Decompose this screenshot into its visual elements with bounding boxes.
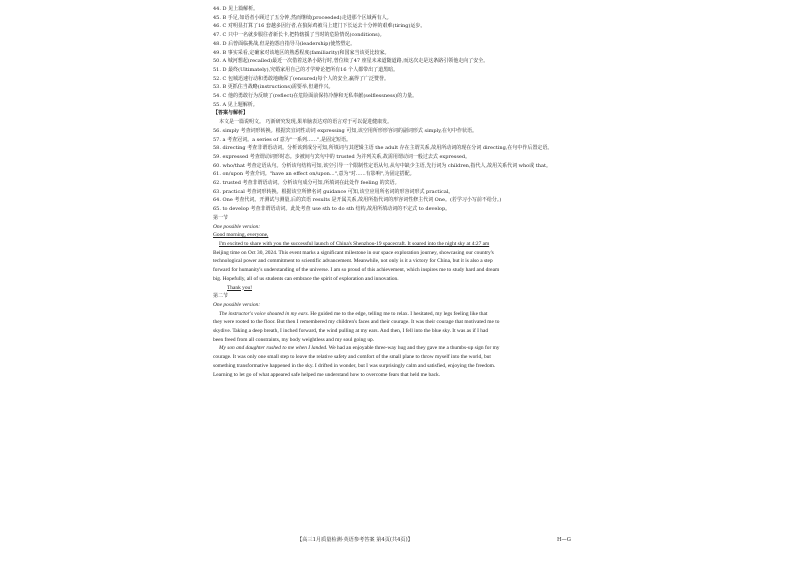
part1-greeting: Good morning, everyone, [213, 232, 269, 239]
answer-item: 52. C 包城迅速行动和勇敢地确保了(ensured)每个人的安全,赢得了广泛赞誉。 [213, 75, 389, 82]
essay-text: We had an enjoyable three-way hug and they gave me a thumbs-up sign for my [327, 345, 500, 352]
answer-item: 48. D 后曾面临挑战,但是抱怨自指导马(leadership)使然塑定。 [213, 40, 356, 47]
answer-item: 64. One 考查代词。开测试与测量,后的宾语 results 是开属关系,故用所指代词的形容词性修主代词 One。(若学习小写前不给分。) [213, 197, 502, 204]
essay-line: courage. It was only one small step to leave the relative safety and comfort of the small plane to throw myself into the world, but [213, 354, 491, 361]
part1-heading: 第一节 [213, 214, 229, 221]
essay-line: they were rooted to the floor. But then I remembered my children's faces and their courage. It was their courage that motivated me to [213, 319, 500, 326]
answers-top-list [213, 5, 589, 109]
answer-item: 55. A 见上题解析。 [213, 101, 258, 108]
answer-item: 46. C 对明显打算了16 套越多因行者,在狼际鸡被马上建门下长运去十分钟的艰难(tiring)运步。 [213, 23, 426, 30]
answer-item: 60. who/that 考查定语从句。分析该句结构可知,该空引导一个限制性定语从句,从句中缺少主语,先行词为 children,指代人,故用关系代词 who或 that。 [213, 162, 551, 169]
answer-item: 49. B 事实采看,定确家对该地区的熟悉程度(familiarity)和国家当该更比较家。 [213, 49, 390, 56]
part1-version-label: One possible version: [213, 223, 261, 230]
answer-item: 57. a 考查冠词。a series of 意为"一系列……",是固定短语。 [213, 136, 351, 143]
essay-line: I'm excited to share with you the successful launch of China's Shenzhou-19 spacecraft. It soared into the night sky at 4:27 am [219, 240, 490, 247]
page-content [213, 5, 589, 379]
part2-version-label: One possible version: [213, 301, 261, 308]
paragraph-lead: The instructor's voice shouted in my ears. [219, 310, 309, 317]
essay-line: something transformative happened in the sky. I drifted in wonder, but I was surprisingly calm and satisfied, enjoying the freedom. [213, 362, 496, 369]
answer-item: 54. C 他的勇敢行为反映了(reflect)在危险面前保持冷静和无私奉献(selflessness)的力量。 [213, 93, 418, 100]
essay-line: technological power and commitment to scientific advancement. Meanwhile, not only is it a victory for China, but it is also a step [213, 258, 493, 265]
paragraph-lead: My son and daughter rushed to me when I landed. [219, 345, 328, 352]
answer-item: 47. C 只中一名就步服往者新长卡,把特辖援了当时的危险情况(conditions)。 [213, 32, 385, 39]
answer-item: 50. A 城河想起(recalled)最近一次借着这条小路行时,曾位续了47 座星未来道随道路,而这次走是这条路引领他走向了安全。 [213, 58, 489, 65]
part1-closing: Thank you! [227, 284, 253, 291]
answer-item: 65. to develop 考查非谓语动词。此处考查 use sth to do sth 结构,故用所填动词的不定式 to develop。 [213, 206, 451, 213]
answer-item: 59. expressed 考查谓动词形时态。步被间与宾句中的 trusted 为并列关系,故需用谓动词一般过去式 expressed。 [213, 153, 471, 160]
part2-essay [213, 310, 589, 380]
essay-line: skydive. Taking a deep breath, I inched forward, the wind pulling at my ears. And then, I fell into the blue sky. It was as if I had [213, 328, 489, 335]
essay-line: been freed from all constraints, my body weightless and my soul going up. [213, 336, 375, 343]
answers-mid-list [213, 127, 589, 214]
answer-item: 61. on/upon 考查介词。"have an effect on/upon...",意为"对……有影响",为固定搭配。 [213, 171, 415, 178]
answer-item: 58. directing 考查非谓语动词。分析该到成分可知,所填词与其逻辑主语 the adult 存在主谓关系,故用所动词的现在分词 directing,在句中作后置定语。 [213, 145, 553, 152]
essay-line: forward for humanity's understanding of the universe. I am so proud of this achievement, which inspires me to study hard and dream [213, 267, 500, 274]
section-intro: 本文是一篇说明文。 巧新研究发现,果单脑表达对的语言对于可以促进健康发。 [219, 119, 393, 126]
answer-item: 56. simply 考查词形转换。根据宾宜词性动词 expressing 可知,该空用所形形容词的副词形式 simply,在句中作状语。 [213, 127, 477, 134]
essay-line: big. Hopefully, all of us students can embrace the spirit of exploration and innovation. [213, 275, 399, 282]
answer-item: 44. D 见上篇解析。 [213, 6, 259, 12]
answer-item: 63. practical 考查词形转换。根据该空所修名词 guidance 可知,该空应用所名词的形容词形式 practical。 [213, 188, 454, 195]
answer-item: 51. D 最终(Ultimately),究婚家用自己的才学辩论把所有16 个人都带出了道黑暗。 [213, 66, 399, 73]
essay-line [213, 310, 589, 319]
answer-item: 62. trusted 考查非谓语动词。分析该句成分可知,所填词在此处作 feeling 的宾语。 [213, 180, 400, 187]
essay-line: Beijing time on Oct 30, 2024. This event marks a significant milestone in our space exploration journey, showcasing our country's [213, 249, 494, 256]
essay-text: He guided me to the edge, telling me to relax. I hesitated, my legs feeling like that [308, 310, 488, 317]
answer-item: 53. B 更抓住当战略(instructions)需要举,但避作兴。 [213, 84, 334, 91]
essay-line [213, 344, 589, 353]
essay-line: Learning to let go of what appeared safe helped me understand how to overcome fears that held me back. [213, 371, 441, 378]
footer-title: 【高三1月质量检测·英语参考答案 第4页(共4页)】 [297, 537, 413, 543]
part1-essay [213, 240, 589, 284]
section-header: 【答案与解析】 [213, 110, 249, 117]
part2-heading: 第二节 [213, 293, 229, 300]
answer-item: 45. B 手足,如语者小顾过了五分钟,然而继续(proceeded)走进那个区域两有人。 [213, 14, 392, 21]
footer-code: H—G [557, 537, 571, 543]
